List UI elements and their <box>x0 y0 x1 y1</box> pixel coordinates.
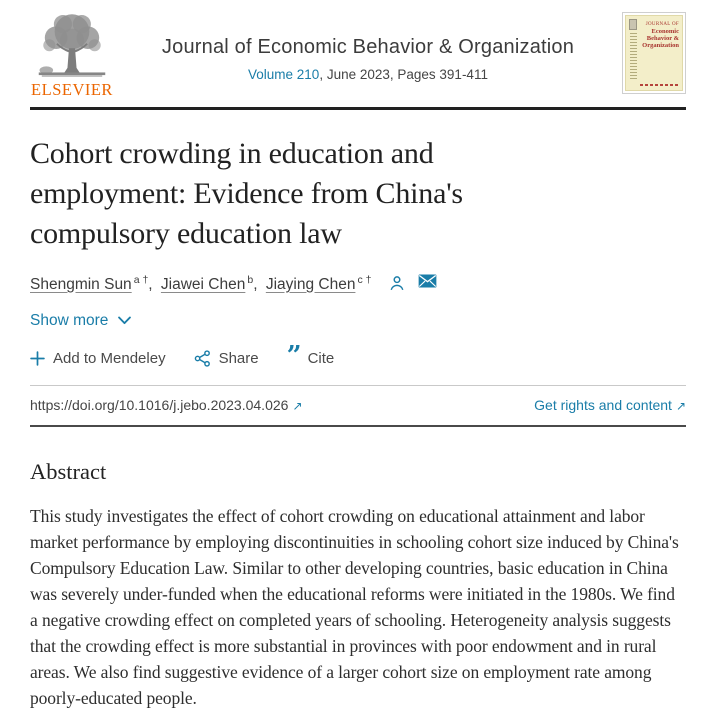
author-separator: , <box>148 275 153 293</box>
elsevier-logo[interactable] <box>30 12 114 99</box>
doi-link-wrap <box>30 397 303 413</box>
journal-cover-thumbnail[interactable] <box>622 12 686 94</box>
author-affiliation-sup: c † <box>357 273 372 286</box>
cover-title-line4: Organization <box>642 42 679 49</box>
cover-title-line3: Behavior & <box>646 35 679 42</box>
cite-quotes-icon: ” <box>286 341 300 372</box>
external-link-icon: ↗ <box>292 398 303 413</box>
cover-footer-text <box>640 84 678 86</box>
journal-header <box>30 0 686 99</box>
abstract-heading: Abstract <box>30 458 107 484</box>
elsevier-tree-icon <box>30 12 114 80</box>
journal-info <box>114 12 622 82</box>
get-rights-link[interactable]: Get rights and content <box>534 396 672 413</box>
cite-label: Cite <box>307 349 335 367</box>
article-title: Cohort crowding in education and employment: Evidence from China's compulsory education law <box>30 136 463 250</box>
rights-link-wrap <box>534 397 686 413</box>
plus-icon <box>30 351 45 366</box>
author-link[interactable]: Shengmin Sun <box>30 275 132 293</box>
cover-sidebar-text <box>630 33 637 81</box>
volume-line <box>114 67 622 82</box>
author-separator: , <box>253 275 258 293</box>
author-affiliation-sup: a † <box>133 273 149 286</box>
cite-button[interactable] <box>286 341 335 372</box>
author <box>265 273 372 293</box>
external-link-icon: ↗ <box>675 398 686 413</box>
author-list <box>30 274 686 294</box>
volume-link[interactable]: Volume 210 <box>248 67 320 82</box>
elsevier-wordmark: ELSEVIER <box>31 80 113 99</box>
doi-row <box>30 385 686 427</box>
author-link[interactable]: Jiawei Chen <box>160 275 246 293</box>
cover-elsevier-mini-logo <box>629 19 637 30</box>
doi-link[interactable]: https://doi.org/10.1016/j.jebo.2023.04.026 <box>30 396 289 413</box>
author <box>160 273 262 293</box>
cover-title <box>642 21 679 49</box>
share-icon <box>194 350 211 367</box>
abstract-text: This study investigates the effect of cohort crowding on educational attainment and labor market performance by employing discontinuities in schooling cohort size induced by China's Compulsory Education Law. Similar to other developing countries, basic education in China was severely under-funded when the educational reforms were initiated in the 1980s. We find a negative crowding effect on completed years of schooling. Heterogeneity analysis suggests that the crowding effect is more substantial in provinces with poor endowment and in rural areas. We also find suggestive evidence of a larger cohort size on employment rate among poorly-educated people. <box>30 505 679 708</box>
author-contact-icons <box>388 274 437 292</box>
journal-title-link[interactable]: Journal of Economic Behavior & Organization <box>161 36 575 58</box>
email-author-icon[interactable] <box>418 274 437 288</box>
show-more-button[interactable] <box>30 312 131 330</box>
share-button[interactable] <box>194 350 259 367</box>
cover-title-line1: JOURNAL OF <box>645 22 679 27</box>
share-label: Share <box>218 349 259 367</box>
article-actions <box>30 341 686 372</box>
author-link[interactable]: Jiaying Chen <box>265 275 356 293</box>
corresponding-author-icon[interactable] <box>388 274 406 292</box>
add-to-mendeley-button[interactable] <box>30 350 166 367</box>
cover-title-line2: Economic <box>651 28 679 35</box>
chevron-down-icon <box>118 316 131 325</box>
add-to-mendeley-label: Add to Mendeley <box>53 349 166 367</box>
header-divider-bar <box>30 107 686 110</box>
show-more-label: Show more <box>30 311 109 329</box>
author-affiliation-sup: b <box>247 273 254 286</box>
author <box>30 273 157 293</box>
journal-cover-page <box>625 15 683 91</box>
issue-info: , June 2023, Pages 391-411 <box>319 67 488 82</box>
